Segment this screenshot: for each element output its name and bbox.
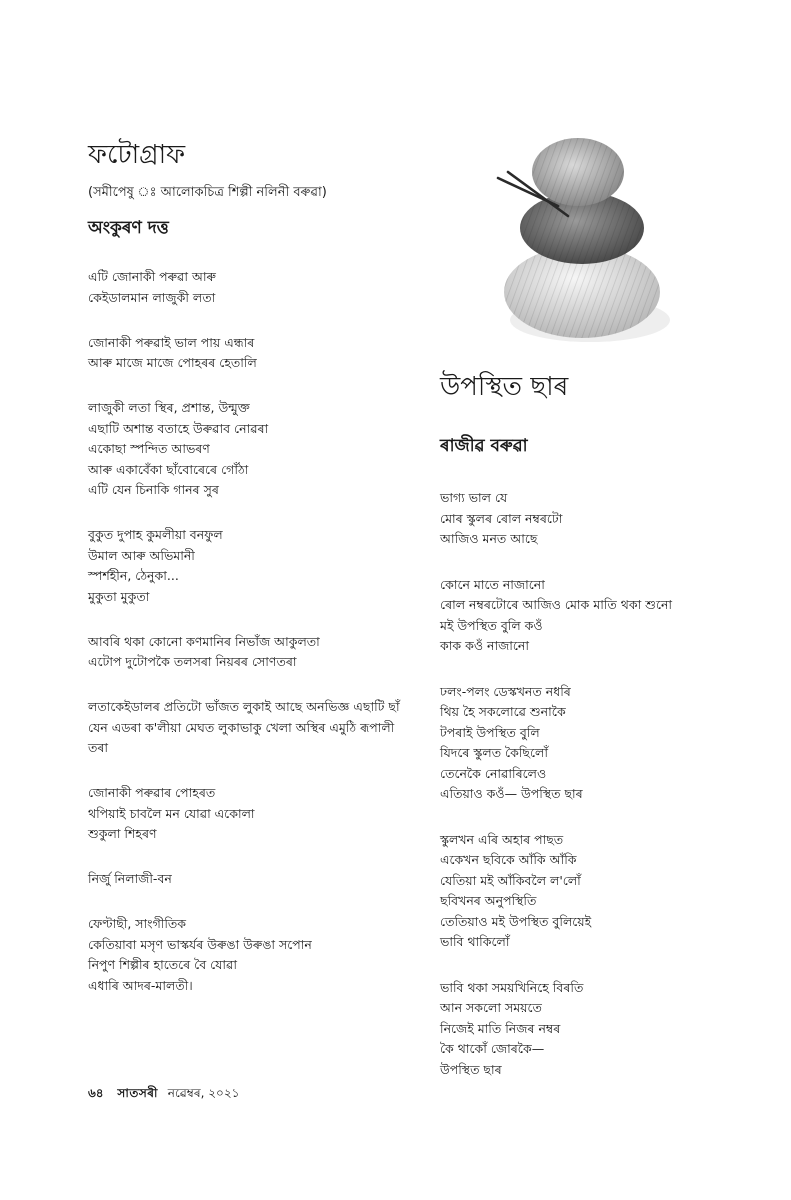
poem-line: নিজেই মাতি নিজৰ নম্বৰ [440,1020,561,1036]
poem-line: আৰু মাজে মাজে পোহৰৰ হেতালি [88,355,257,370]
poem-title: ফটোগ্ৰাফ [88,140,186,170]
yarn-balls-with-knitting-needles-icon [450,120,690,352]
poem-line: এধাৰি আদৰ-মালতী। [88,977,193,993]
stanza [88,869,428,890]
stanza [440,575,770,657]
poem-line: ভাবি থকা সময়খিনিহে বিৰতি [440,979,584,995]
poem-line: যেন এডৰা ক'লীয়া মেঘত লুকাভাকু খেলা অস্থিৰ এমুঠি ৰূপালী [88,719,395,735]
poem-line: লতাকেইডালৰ প্ৰতিটো ভাঁজত লুকাই আছে অনভিজ্ঞ এছাটি ছাঁ [88,699,400,714]
poem-line: একেখন ছবিকে আঁকি আঁকি [440,852,577,867]
poem-line: বুকুত দুপাহ কুমলীয়া বনফুল [88,527,223,542]
stanza [88,632,428,673]
poem-line: ঢলং-পলং ডেস্কখনত নধৰি [440,683,571,699]
poem-line: থিয় হৈ সকলোৱে শুনাকৈ [440,704,566,719]
poem-line: নিপুণ শিল্পীৰ হাতেৰে বৈ যোৱা [88,957,237,972]
poem-line: স্কুলখন এৰি অহাৰ পাছত [440,831,564,847]
poem-line: মোৰ স্কুলৰ ৰোল নম্বৰটো [440,510,563,526]
poem-line: নিৰ্জু নিলাজী-বন [88,871,172,886]
poem-line: এটোপ দুটোপকৈ তলসৰা নিয়ৰৰ সোণতৰা [88,654,297,669]
page-footer [88,1084,239,1102]
poem-left [88,138,428,1021]
poem-line: লাজুকী লতা স্থিৰ, প্ৰশান্ত, উন্মুক্ত [88,400,250,415]
poem-line: শুকুলা শিহৰণ [88,826,157,841]
page-number: ৬৪ [88,1086,104,1100]
poem-line: উমাল আৰু অভিমানী [88,547,195,563]
poem-line: এছাটি অশান্ত বতাহে উৰুৱাব নোৱৰা [88,420,269,436]
poem-line: তেনেকৈ নোৱাৰিলেও [440,765,547,781]
poem-line: যেতিয়া মই আঁকিবলৈ ল'লোঁ [440,872,581,888]
poem-line: কেইডালমান লাজুকী লতা [88,289,216,305]
poem-line: তৰা [88,740,109,755]
poem-line: তেতিয়াও মই উপস্থিত বুলিয়েই [440,913,592,929]
poem-line: থপিয়াই চাবলৈ মন যোৱা একোলা [88,805,255,821]
poem-line: এটি যেন চিনাকি গানৰ সুৰ [88,482,219,497]
poem-line: আজিও মনত আছে [440,531,538,546]
poem-line: ছবিখনৰ অনুপস্থিতি [440,893,537,908]
stanza [88,783,428,845]
stanza [88,398,428,501]
poem-body [88,267,428,996]
magazine-name: সাতসৰী [117,1086,158,1100]
poem-line: ভাগ্য ভাল যে [440,490,508,505]
stanza [88,697,428,759]
issue-date: নৱেম্বৰ, ২০২১ [167,1086,240,1100]
stanza [88,525,428,607]
poem-line: এতিয়াও কওঁ— উপস্থিত ছাৰ [440,786,583,801]
poem-title: উপস্থিত ছাৰ [440,372,569,402]
poem-author: ৰাজীৱ বৰুৱা [440,436,528,456]
poem-line: আবৰি থকা কোনো কণমানিৰ নিভাঁজ আকুলতা [88,633,320,649]
poem-right [440,370,770,1105]
poem-line: একোছা স্পন্দিত আভৰণ [88,441,210,456]
poem-line: জোনাকী পৰুৱাৰ পোহৰত [88,785,216,800]
poem-line: কোনে মাতে নাজানো [440,576,545,592]
poem-line: আন সকলো সময়তে [440,1000,542,1015]
poem-line: কৈ থাকোঁ জোৰকৈ— [440,1041,545,1056]
poem-line: আৰু একাবেঁকা ছাঁবোৰেৰে গোঁঠা [88,461,249,477]
poem-line: মুকুতা মুকুতা [88,588,150,604]
stanza [440,830,770,953]
stanza [440,978,770,1081]
poem-dedication: (সমীপেষু ঃ আলোকচিত্ৰ শিল্পী নলিনী বৰুৱা) [88,185,327,200]
poem-line: যিদৰে স্কুলত কৈছিলোঁ [440,745,548,760]
stanza [88,914,428,996]
poem-line: স্পৰ্শহীন, ঠেনুকা... [88,568,179,583]
poem-line: এটি জোনাকী পৰুৱা আৰু [88,269,216,284]
stanza [440,682,770,805]
poem-body [440,488,770,1080]
poem-author: অংকুৰণ দত্ত [88,218,169,238]
poem-line: জোনাকী পৰুৱাই ভাল পায় এন্ধাৰ [88,334,255,350]
poem-line: ৰোল নম্বৰটোৰে আজিও মোক মাতি থকা শুনো [440,597,673,612]
poem-line: টপৰাই উপস্থিত বুলি [440,724,540,740]
poem-line: মই উপস্থিত বুলি কওঁ [440,617,543,633]
poem-line: ফেণ্টাছী, সাংগীতিক [88,916,187,931]
poem-line: কাক কওঁ নাজানো [440,638,530,653]
poem-line: উপস্থিত ছাৰ [440,1061,502,1077]
poem-line: ভাবি থাকিলোঁ [440,934,510,949]
poem-line: কেতিয়াবা মসৃণ ভাস্কৰ্যৰ উৰুঙা উৰুঙা সপোন [88,936,312,952]
stanza [88,333,428,374]
stanza [88,267,428,308]
stanza [440,488,770,550]
